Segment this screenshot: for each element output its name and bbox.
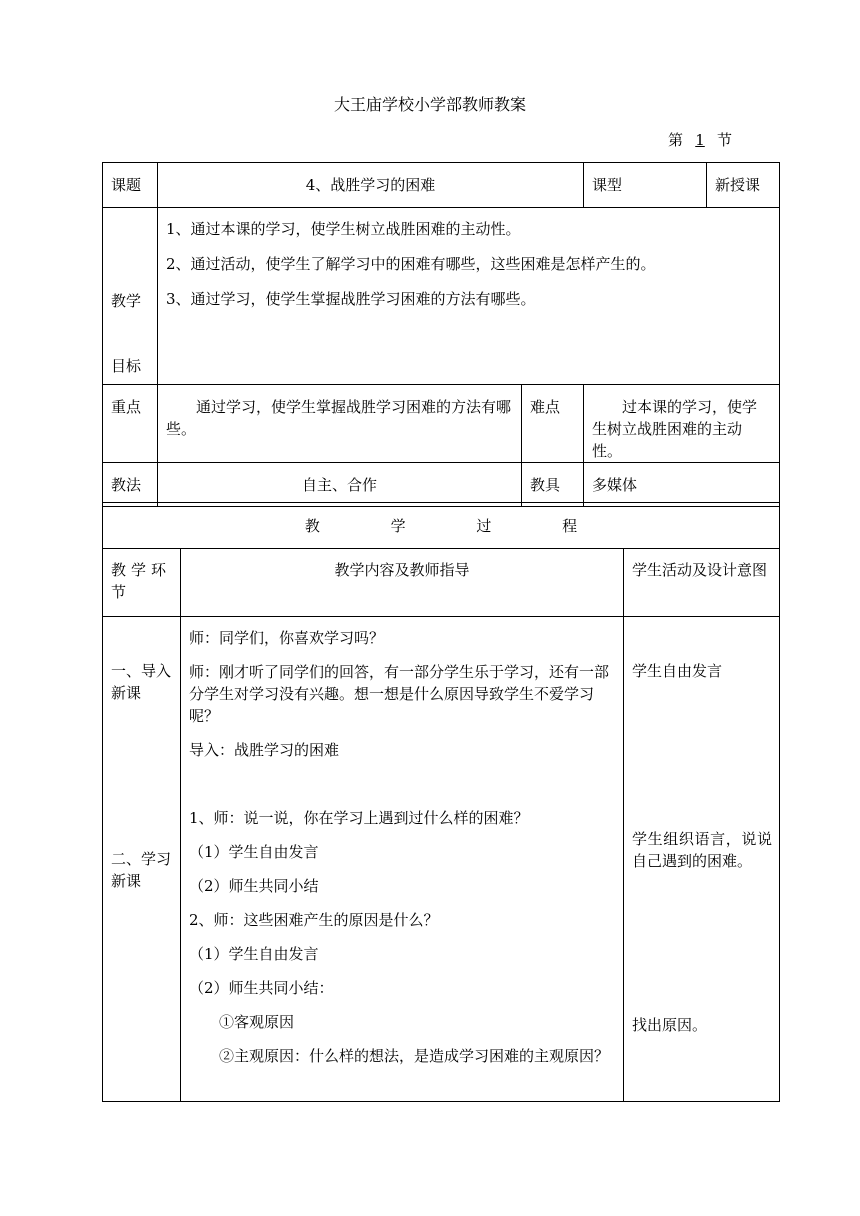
lesson-type-value: 新授课: [707, 163, 780, 208]
objective-item: 2、通过活动，使学生了解学习中的困难有哪些，这些困难是怎样产生的。: [166, 255, 656, 273]
content-line: 2、师：这些困难产生的原因是什么？: [189, 911, 439, 929]
objectives-label-2: 目标: [111, 357, 142, 375]
topic-label: 课题: [103, 163, 158, 208]
teaching-process-table: [102, 502, 780, 1102]
objectives-list: [158, 208, 780, 385]
activity-find-reasons: 找出原因。: [632, 1016, 708, 1034]
section-suffix: 节: [717, 131, 733, 149]
section-number-value: 1: [695, 131, 705, 149]
key-point-value: 通过学习，使学生掌握战胜学习困难的方法有哪些。: [158, 385, 522, 463]
tools-value: 多媒体: [584, 463, 780, 507]
difficulty-value: 过本课的学习，使学生树立战胜困难的主动性。: [584, 385, 780, 463]
content-line: 师：刚才听了同学们的回答，有一部分学生乐于学习，还有一部分学生对学习没有兴趣。想一想是什么原因导致学生不爱学习呢？: [189, 663, 610, 725]
objective-item: 3、通过学习，使学生掌握战胜学习困难的方法有哪些。: [166, 290, 536, 308]
lesson-info-table: [102, 162, 780, 507]
objectives-label: [103, 208, 158, 385]
activity-new-lesson: 学生组织语言，说说自己遇到的困难。: [632, 830, 772, 870]
content-line: （2）师生共同小结：: [189, 979, 334, 997]
col-header-activity: 学生活动及设计意图: [624, 549, 780, 617]
key-point-label: 重点: [103, 385, 158, 463]
content-line: 导入：战胜学习的困难: [189, 741, 340, 759]
content-line: 1、师：说一说，你在学习上遇到过什么样的困难？: [189, 809, 529, 827]
activity-intro: 学生自由发言: [632, 662, 723, 680]
stage-intro: 一、导入新课: [111, 662, 172, 702]
tools-label: 教具: [522, 463, 584, 507]
content-line: （2）师生共同小结: [189, 877, 319, 895]
stage-column: [103, 617, 181, 1102]
content-line: 师：同学们，你喜欢学习吗？: [189, 629, 385, 647]
topic-value: 4、战胜学习的困难: [158, 163, 584, 208]
difficulty-label: 难点: [522, 385, 584, 463]
method-label: 教法: [103, 463, 158, 507]
activity-column: [624, 617, 780, 1102]
col-header-content: 教学内容及教师指导: [181, 549, 624, 617]
lesson-type-label: 课型: [584, 163, 707, 208]
content-line: ②主观原因：什么样的想法，是造成学习困难的主观原因？: [219, 1047, 610, 1065]
content-line: （1）学生自由发言: [189, 843, 319, 861]
section-number: [668, 129, 732, 150]
content-column: [181, 617, 624, 1102]
process-title: 教 学 过 程: [103, 503, 780, 549]
objective-item: 1、通过本课的学习，使学生树立战胜困难的主动性。: [166, 220, 521, 238]
col-header-stage: 教学环节: [103, 549, 181, 617]
content-line: ①客观原因: [219, 1013, 295, 1031]
section-prefix: 第: [668, 131, 684, 149]
page-title: 大王庙学校小学部教师教案: [333, 95, 526, 114]
content-line: （1）学生自由发言: [189, 945, 319, 963]
objectives-label-1: 教学: [111, 292, 142, 310]
stage-new-lesson: 二、学习新课: [111, 850, 172, 890]
method-value: 自主、合作: [158, 463, 522, 507]
